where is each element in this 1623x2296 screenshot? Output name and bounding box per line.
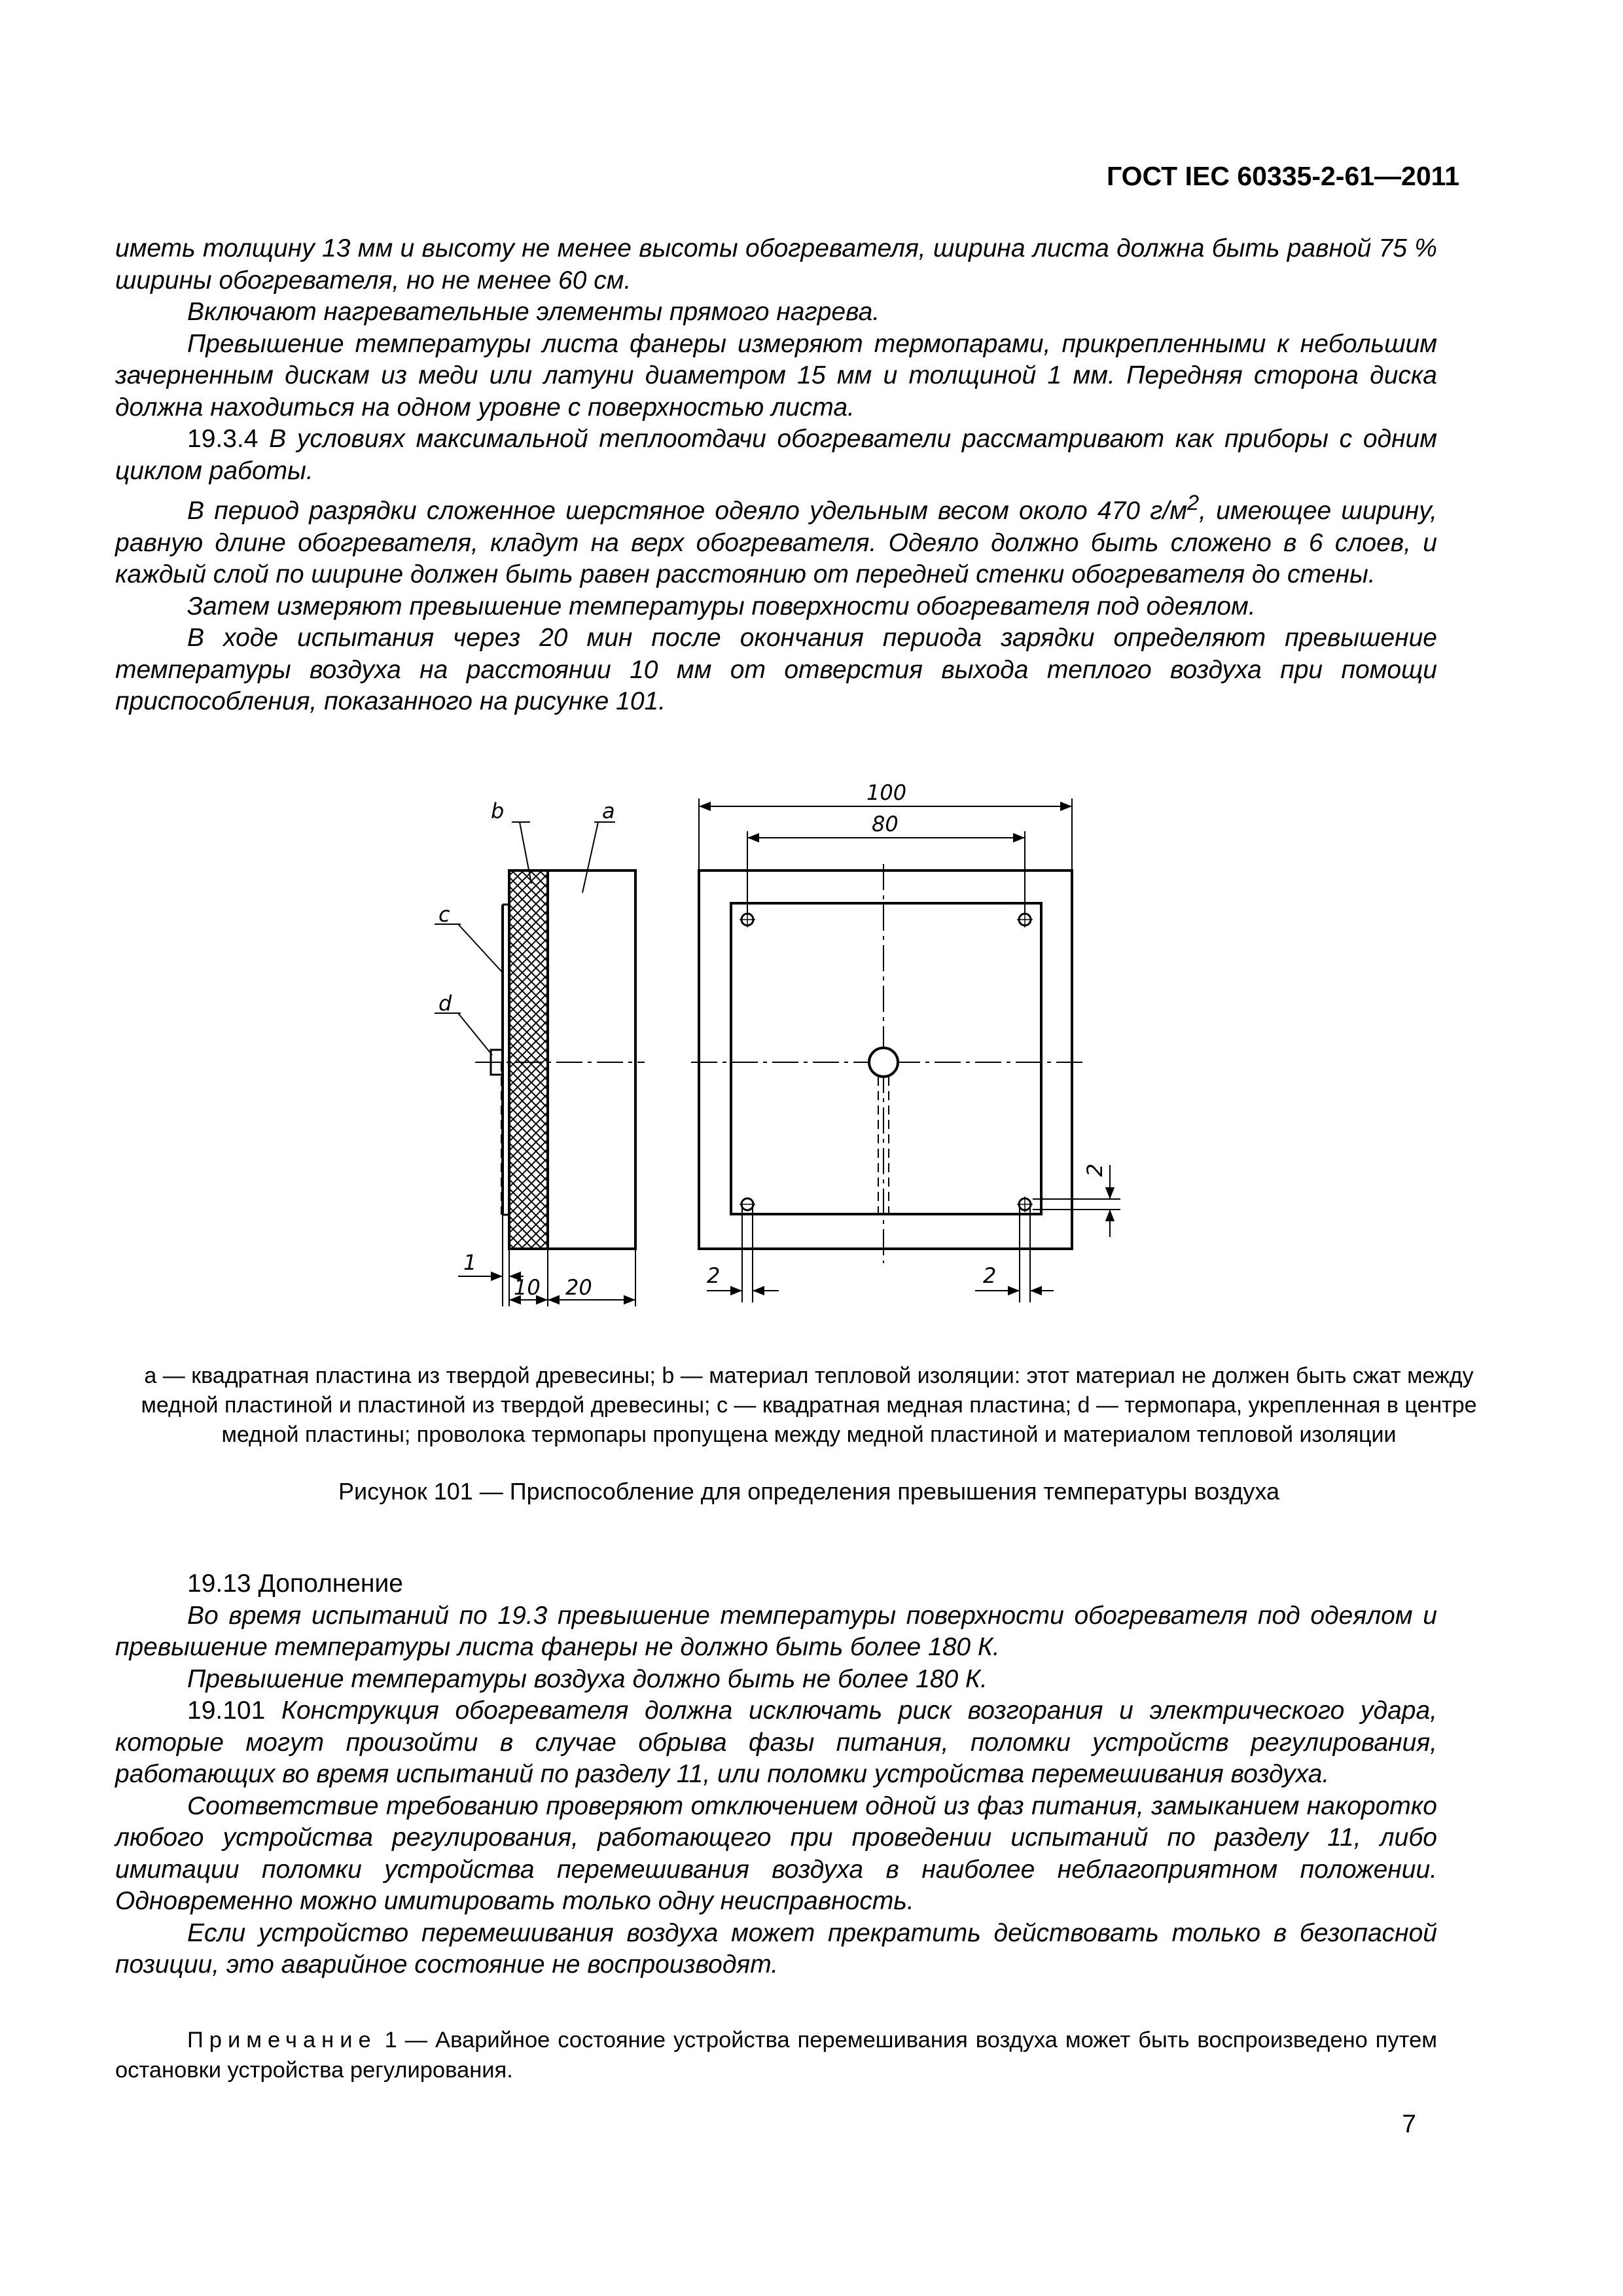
dim-label-100: 100 [866,780,907,805]
standard-header: ГОСТ IEC 60335-2-61—2011 [1106,161,1459,191]
superscript: 2 [1187,491,1200,514]
paragraph: Включают нагревательные элементы прямого нагрева. [187,298,880,326]
dim-label-20: 20 [565,1275,592,1300]
clause-19-101 [115,1695,1437,1791]
label-d: d [438,991,452,1016]
clause-19-3-4 [115,423,1437,487]
note-label: Примечание [187,2028,377,2053]
paragraph: Соответствие требованию проверяют отключением одной из фаз питания, замыканием накоротко любого устройства регулирования, работающего при проведении испытаний по разделу 11, либо имитации поломки устройства перемешивания воздуха в наиболее неблагоприятном положении. Одновременно можно имитировать только одну неисправность. [115,1791,1437,1915]
text-block-1 [115,233,1437,718]
paragraph: В ходе испытания через 20 мин после окончания периода зарядки определяют превышение температуры воздуха на расстоянии 10 мм от отверстия выхода теплого воздуха при помощи приспособления, показанного на рисунке 101. [115,624,1437,715]
paragraph-text: В период разрядки сложенное шерстяное одеяло удельным весом около 470 г/м [187,497,1187,525]
figure-legend [115,1361,1503,1450]
dim-label-2-left: 2 [707,1263,721,1288]
clause-number: 19.3.4 [187,425,259,453]
clause-number: 19.13 [187,1570,251,1598]
paragraph [115,487,1437,591]
label-c: c [438,902,450,927]
dim-label-80: 80 [872,812,899,836]
text-block-2 [115,1568,1437,1981]
legend-line: медной пластиной и пластиной из твердой древесины; c — квадратная медная пластина; d — термопара, укрепленная в центре [141,1393,1477,1418]
note-text: 1 — Аварийное состояние устройства перемешивания воздуха может быть воспроизведено путем остановки устройства регулирования. [115,2028,1437,2083]
label-b: b [491,798,505,823]
dim-label-10: 10 [514,1275,541,1300]
side-view [435,798,645,1306]
paragraph: Превышение температуры воздуха должно быть не более 180 К. [187,1664,988,1693]
hardwood-plate [548,870,635,1249]
paragraph: Затем измеряют превышение температуры поверхности обогревателя под одеялом. [187,592,1256,620]
front-view [691,780,1120,1302]
figure-caption: Рисунок 101 — Приспособление для определения превышения температуры воздуха [338,1478,1280,1505]
paragraph: Превышение температуры листа фанеры измеряют термопарами, прикрепленными к небольшим зачерненным дискам из меди или латуни диаметром 15 мм и толщиной 1 мм. Передняя сторона диска должна находиться на одном уровне с поверхностью листа. [115,329,1437,422]
leader-c [458,924,503,973]
leader-d [458,1013,492,1055]
note [115,2025,1437,2085]
dim-label-1: 1 [463,1250,477,1275]
technical-drawing [0,753,1623,1329]
paragraph-text: , имеющее ширину, равную длине обогревателя, кладут на верх обогревателя. Одеяло должно быть сложено в 6 слоев, и каждый слой по ширине должен быть равен расстоянию от передней стенки обогревателя до стены. [115,497,1437,588]
paragraph: Во время испытаний по 19.3 превышение температуры поверхности обогревателя под одеялом и превышение температуры листа фанеры не должно быть более 180 К. [115,1601,1437,1661]
dim-label-2-vertical: 2 [1082,1163,1107,1177]
paragraph-text: В условиях максимальной теплоотдачи обогреватели рассматривают как приборы с одним циклом работы. [115,425,1437,485]
paragraph-text: Конструкция обогревателя должна исключать риск возгорания и электрического удара, которые могут произойти в случае обрыва фазы питания, поломки устройств регулирования, работающих во время испытаний по разделу 11, или поломки устройства перемешивания воздуха. [115,1696,1437,1788]
legend-line: a — квадратная пластина из твердой древесины; b — материал тепловой изоляции: этот материал не должен быть сжат между [144,1363,1474,1388]
clause-19-13 [115,1568,1437,1600]
figure-101 [0,753,1623,1329]
clause-number: 19.101 [187,1696,266,1725]
paragraph: иметь толщину 13 мм и высоту не менее высоты обогревателя, ширина листа должна быть равной 75 % ширины обогревателя, но не менее 60 см. [115,234,1437,295]
insulation-layer [509,870,548,1249]
leader-a [582,822,598,893]
paragraph: Если устройство перемешивания воздуха может прекратить действовать только в безопасной позиции, это аварийное состояние не воспроизводят. [115,1918,1437,1979]
thermocouple-center [869,1048,898,1077]
legend-line: медной пластины; проволока термопары пропущена между медной пластиной и материалом тепловой изоляции [221,1422,1397,1447]
dim-label-2-right: 2 [983,1263,997,1288]
page-number: 7 [1402,2110,1416,2138]
label-a: a [602,798,615,823]
clause-title: Дополнение [258,1570,403,1598]
